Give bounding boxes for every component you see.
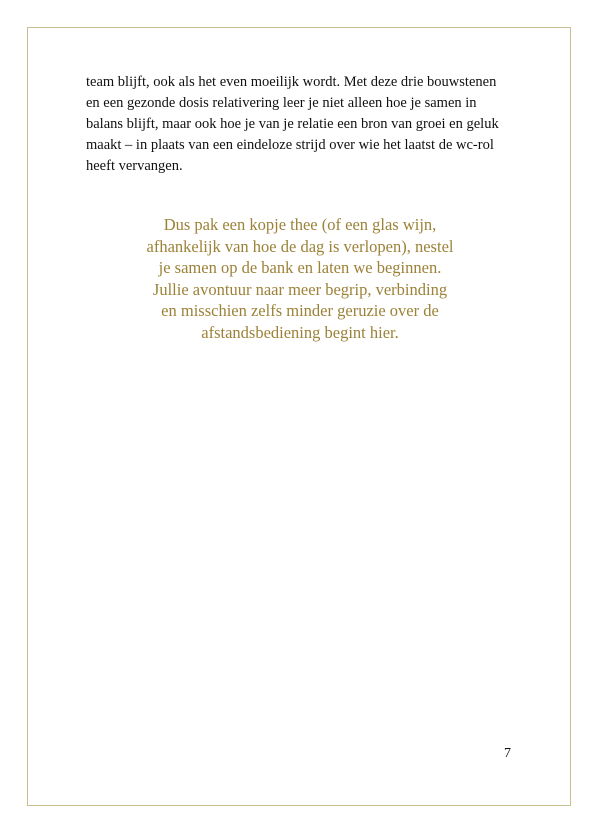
body-line: team blijft, ook als het even moeilijk wordt. Met deze drie bouwstenen [86,74,497,90]
body-line: balans blijft, maar ook hoe je van je relatie een bron van groei en geluk [86,116,499,132]
quote-line: je samen op de bank en laten we beginnen. [158,258,442,278]
page-number: 7 [504,746,511,761]
quote-line: afstandsbediening begint hier. [201,322,399,342]
quote-line: Jullie avontuur naar meer begrip, verbinding [152,279,448,299]
quote-line: afhankelijk van hoe de dag is verlopen), nestel [146,236,454,256]
body-paragraph [86,72,526,177]
closing-quote [86,214,514,344]
quote-line: en misschien zelfs minder geruzie over de [161,301,439,321]
body-line: en een gezonde dosis relativering leer je niet alleen hoe je samen in [86,95,477,111]
body-line: heeft vervangen. [86,158,183,174]
body-line: maakt – in plaats van een eindeloze strijd over wie het laatst de wc-rol [86,137,494,153]
quote-line: Dus pak een kopje thee (of een glas wijn, [163,215,437,234]
